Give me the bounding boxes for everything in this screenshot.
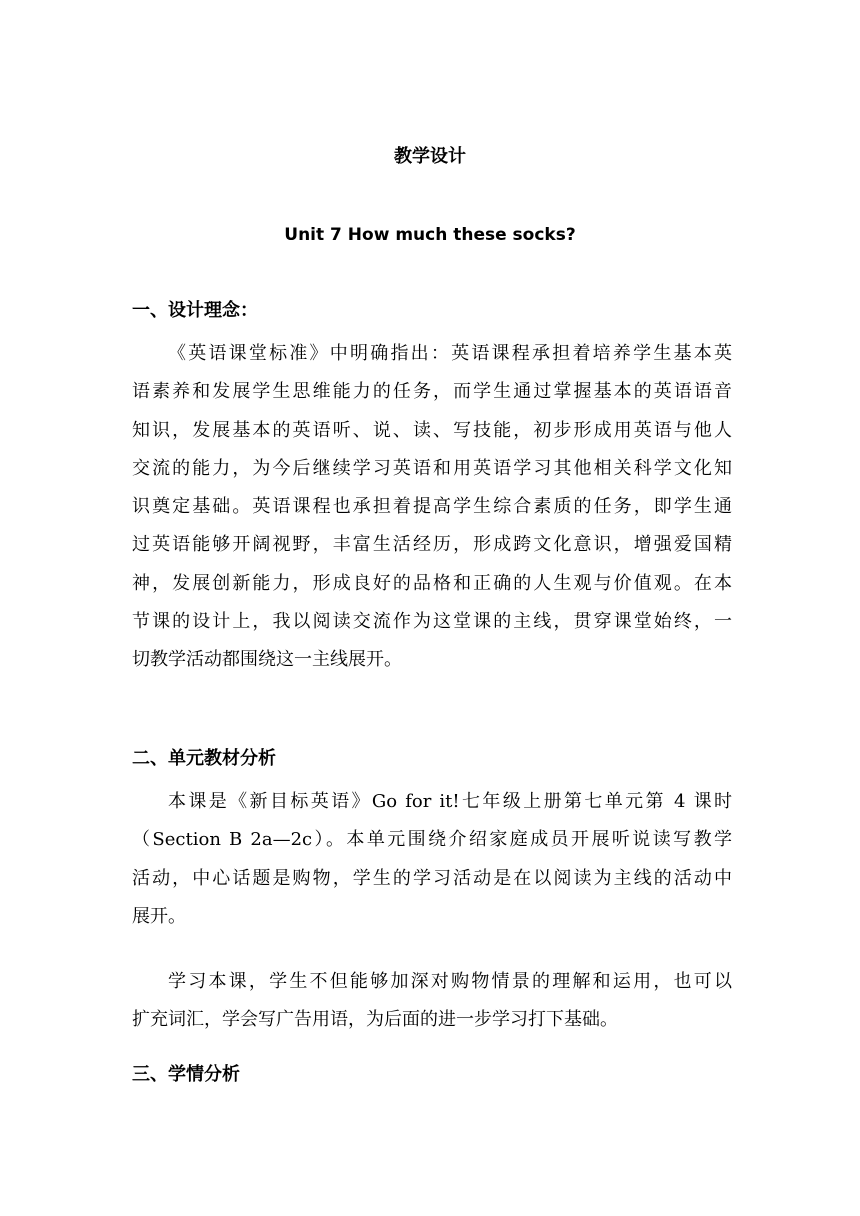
section-heading-design-concept: 一、设计理念： bbox=[132, 300, 258, 321]
paragraph-line: 知识，发展基本的英语听、说、读、写技能，初步形成用英语与他人 bbox=[132, 419, 732, 441]
paragraph-unit-analysis-2 bbox=[132, 963, 732, 1040]
paragraph-line: 本课是《新目标英语》Go for it!七年级上册第七单元第 4 课时 bbox=[168, 791, 732, 812]
paragraph-design-concept bbox=[132, 335, 732, 680]
document-subtitle: Unit 7 How much these socks? bbox=[284, 225, 576, 245]
paragraph-line: 《英语课堂标准》中明确指出：英语课程承担着培养学生基本英 bbox=[168, 343, 732, 364]
document-title: 教学设计 bbox=[394, 146, 466, 167]
paragraph-unit-analysis bbox=[132, 783, 732, 936]
paragraph-line: 神，发展创新能力，形成良好的品格和正确的人生观与价值观。在本 bbox=[132, 572, 732, 594]
paragraph-line: 展开。 bbox=[132, 905, 186, 927]
paragraph-line: 切教学活动都围绕这一主线展开。 bbox=[132, 649, 402, 671]
paragraph-line: 扩充词汇，学会写广告用语，为后面的进一步学习打下基础。 bbox=[132, 1009, 618, 1031]
paragraph-line: 学习本课，学生不但能够加深对购物情景的理解和运用，也可以 bbox=[168, 971, 732, 992]
paragraph-line: 过英语能够开阔视野，丰富生活经历，形成跨文化意识，增强爱国精 bbox=[132, 534, 732, 556]
section-heading-learner-analysis: 三、学情分析 bbox=[132, 1064, 240, 1085]
paragraph-line: 识奠定基础。英语课程也承担着提高学生综合素质的任务，即学生通 bbox=[132, 496, 732, 518]
paragraph-line: 语素养和发展学生思维能力的任务，而学生通过掌握基本的英语语音 bbox=[132, 381, 732, 403]
paragraph-line: 交流的能力，为今后继续学习英语和用英语学习其他相关科学文化知 bbox=[132, 457, 732, 479]
paragraph-line: 节课的设计上，我以阅读交流作为这堂课的主线，贯穿课堂始终，一 bbox=[132, 611, 732, 633]
paragraph-line: 活动，中心话题是购物，学生的学习活动是在以阅读为主线的活动中 bbox=[132, 867, 732, 889]
section-heading-unit-analysis: 二、单元教材分析 bbox=[132, 748, 276, 769]
paragraph-line: （Section B 2a—2c）。本单元围绕介绍家庭成员开展听说读写教学 bbox=[132, 829, 732, 851]
